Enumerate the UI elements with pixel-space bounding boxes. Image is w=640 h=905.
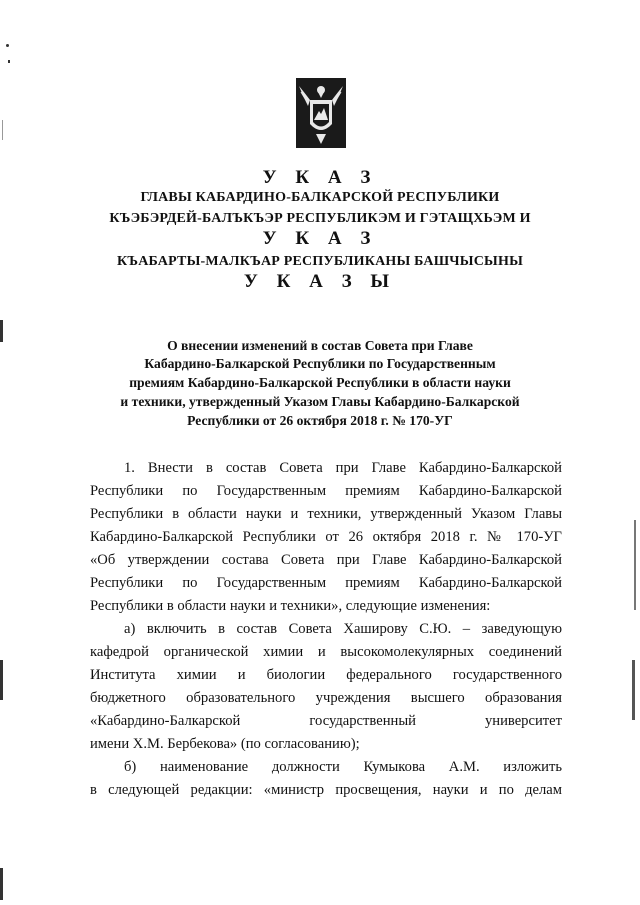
body-line: Республики по Государственным премиям Кабардино-Балкарской xyxy=(90,575,562,591)
body-line: «Об утверждении состава Совета при Главе Кабардино-Балкарской xyxy=(90,552,562,568)
header-title-ru: ГЛАВЫ КАБАРДИНО-БАЛКАРСКОЙ РЕСПУБЛИКИ xyxy=(140,190,500,205)
header-title-kbd: КЪЭБЭРДЕЙ-БАЛЪКЪЭР РЕСПУБЛИКЭМ И ГЭТАЩХЬЭМ И xyxy=(109,211,531,226)
header-title-krc: КЪАБАРТЫ-МАЛКЪАР РЕСПУБЛИКАНЫ БАШЧЫСЫНЫ xyxy=(116,254,524,269)
body-line: бюджетного образовательного учреждения высшего образования xyxy=(90,690,562,706)
title-line: и техники, утвержденный Указом Главы Кабардино-Балкарской xyxy=(120,394,520,409)
body-line: «Кабардино-Балкарской государственный университет xyxy=(90,713,562,729)
body-line: Республики по Государственным премиям Кабардино-Балкарской xyxy=(90,483,562,499)
body-line: Кабардино-Балкарской Республики от 26 октября 2018 г. № 170-УГ xyxy=(90,529,562,545)
title-line: О внесении изменений в состав Совета при Главе xyxy=(167,338,473,353)
body-line: Института химии и биологии федерального государственного xyxy=(90,667,562,683)
header-ukaz-3: У К А З Ы xyxy=(243,271,397,292)
body-line: б) наименование должности Кумыкова А.М. изложить xyxy=(124,759,562,775)
body-line: 1. Внести в состав Совета при Главе Кабардино-Балкарской xyxy=(124,460,562,476)
scan-mark xyxy=(634,520,636,610)
scan-mark xyxy=(2,120,3,140)
scan-mark xyxy=(632,660,635,720)
body-line: Республики в области науки и техники, утвержденный Указом Главы xyxy=(90,506,562,522)
body-line: имени Х.М. Бербекова» (по согласованию); xyxy=(90,736,360,752)
scan-mark xyxy=(8,60,10,63)
scan-mark xyxy=(0,868,3,900)
body-line: кафедрой органической химии и высокомолекулярных соединений xyxy=(90,644,562,660)
scan-mark xyxy=(6,44,9,47)
title-line: Кабардино-Балкарской Республики по Государственным xyxy=(144,356,496,371)
body-line: в следующей редакции: «министр просвещения, науки и по делам xyxy=(90,782,562,798)
scan-mark xyxy=(0,660,3,700)
title-line: премиям Кабардино-Балкарской Республики в области науки xyxy=(129,375,511,390)
header-ukaz-1: У К А З xyxy=(262,167,378,188)
header-ukaz-2: У К А З xyxy=(262,228,378,249)
body-line: а) включить в состав Совета Хаширову С.Ю. – заведующую xyxy=(124,621,562,637)
coat-of-arms-emblem xyxy=(296,78,346,148)
body-line: Республики в области науки и техники», следующие изменения: xyxy=(90,598,491,614)
title-line: Республики от 26 октября 2018 г. № 170-УГ xyxy=(187,413,453,428)
